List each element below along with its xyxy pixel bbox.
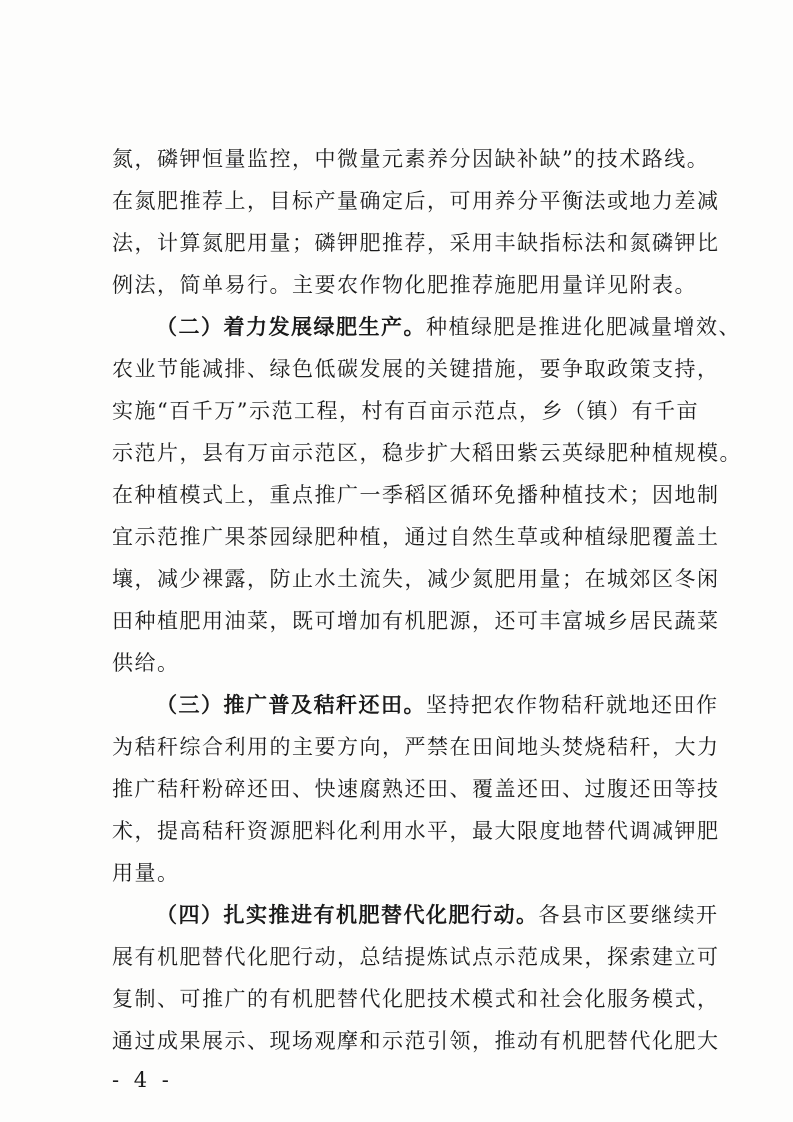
- page-number: - 4 -: [112, 1068, 173, 1092]
- paragraph-line: 田种植肥用油菜，既可增加有机肥源，还可丰富城乡居民蔬菜: [112, 609, 720, 633]
- section-4-heading: （四）扎实推进有机肥替代化肥行动。: [156, 903, 539, 927]
- section-3-first-line: [156, 684, 719, 726]
- section-3-first-text: 坚持把农作物秸秆就地还田作: [426, 693, 719, 717]
- paragraph-line: 宜示范推广果茶园绿肥种植，通过自然生草或种植绿肥覆盖土: [112, 525, 720, 549]
- paragraph-line: 复制、可推广的有机肥替代化肥技术模式和社会化服务模式，: [112, 987, 720, 1011]
- paragraph-line: 术，提高秸秆资源肥料化利用水平，最大限度地替代调减钾肥: [112, 819, 720, 843]
- paragraph-line: 在氮肥推荐上，目标产量确定后，可用养分平衡法或地力差减: [112, 189, 720, 213]
- section-4-first-line: [156, 894, 719, 936]
- section-2-first-text: 种植绿肥是推进化肥减量增效、: [426, 315, 741, 339]
- paragraph-line: 展有机肥替代化肥行动，总结提炼试点示范成果，探索建立可: [112, 945, 720, 969]
- paragraph-line: 供给。: [112, 651, 180, 675]
- paragraph-line: 示范片，县有万亩示范区，稳步扩大稻田紫云英绿肥种植规模。: [112, 441, 742, 465]
- paragraph-line: 例法，简单易行。主要农作物化肥推荐施肥用量详见附表。: [112, 273, 697, 297]
- paragraph-line: 通过成果展示、现场观摩和示范引领，推动有机肥替代化肥大: [112, 1029, 720, 1053]
- section-2-first-line: [156, 306, 741, 348]
- paragraph-line: 壤，减少裸露，防止水土流失，减少氮肥用量；在城郊区冬闲: [112, 567, 720, 591]
- paragraph-line: 农业节能减排、绿色低碳发展的关键措施，要争取政策支持，: [112, 357, 720, 381]
- paragraph-line: 法，计算氮肥用量；磷钾肥推荐，采用丰缺指标法和氮磷钾比: [112, 231, 720, 255]
- paragraph-line: 为秸秆综合利用的主要方向，严禁在田间地头焚烧秸秆，大力: [112, 735, 720, 759]
- section-4-first-text: 各县市区要继续开: [538, 903, 719, 927]
- section-2-heading: （二）着力发展绿肥生产。: [156, 315, 426, 339]
- paragraph-line: 氮，磷钾恒量监控，中微量元素养分因缺补缺”的技术路线。: [112, 147, 710, 171]
- paragraph-line: 在种植模式上，重点推广一季稻区循环免播种植技术；因地制: [112, 483, 720, 507]
- paragraph-line: 用量。: [112, 861, 180, 885]
- paragraph-line: 推广秸秆粉碎还田、快速腐熟还田、覆盖还田、过腹还田等技: [112, 777, 720, 801]
- paragraph-line: 实施“百千万”示范工程，村有百亩示范点，乡（镇）有千亩: [112, 399, 699, 423]
- section-3-heading: （三）推广普及秸秆还田。: [156, 693, 426, 717]
